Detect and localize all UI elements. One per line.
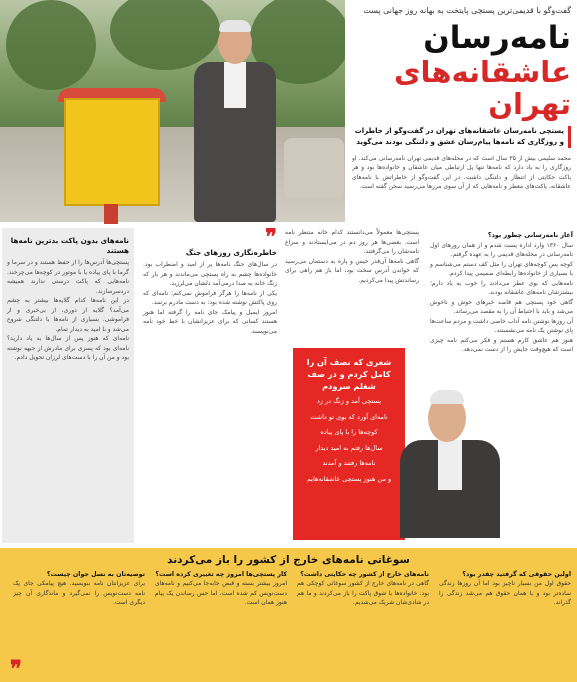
poem-line: سال‌ها رفتم به امید دیدار — [315, 443, 383, 452]
poem-line: پستچی آمد و زنگ در زد — [316, 397, 382, 405]
column-paragraph: یکی از نامه‌ها را هرگز فراموش نمی‌کنم؛ نامه‌ای که روی پاکتش نوشته شده بود: به دست مادرم برسد. — [143, 289, 277, 306]
headline-title: نامه‌رسان — [423, 19, 571, 56]
postman-portrait — [400, 388, 500, 538]
quote-mark-icon: ❞ — [265, 228, 277, 250]
headline-subtitle: عاشقانه‌های تهران — [393, 54, 571, 121]
column-paragraph: در سال‌های جنگ نامه‌ها پر از امید و اضطراب بود. خانواده‌ها چشم به راه پستچی می‌ماندند و هر بار که زنگ خانه به صدا درمی‌آمد دلشان می‌لرزید. — [143, 261, 277, 287]
column-heading: نامه‌های بدون پاکت بدترین نامه‌ها هستند — [10, 236, 129, 255]
poem-line: کوچه‌ها را با پای پیاده — [320, 428, 378, 436]
interview-question: کار پستچی‌ها امروز چه تغییری کرده است؟ — [155, 571, 287, 578]
lead-paragraph: پستچی نامه‌رسان عاشقانه‌های تهران در گفت‌وگو از خاطرات و روزگاری که نامه‌ها پیام‌رسان عشق و دلتنگی بودند می‌گوید — [352, 126, 571, 148]
column-paragraph: هنوز هم عاشق کارم هستم و فکر می‌کنم نامه چیزی است که هیچ‌وقت جایش را از دست نمی‌دهد. — [430, 336, 573, 353]
column-paragraph: نامه‌ای که هنوز پس از سال‌ها به یاد دارید؟ نامه‌ای بود که پسری برای مادرش از جبهه نوشته بود و من آن را با دست‌های لرزان تحویل دادم. — [7, 335, 129, 361]
kicker: گفت‌وگو با قدیمی‌ترین پستچی پایتخت به بهانه روز جهانی پست — [363, 6, 571, 15]
column-paragraph: پستچی‌ها معمولاً می‌دانستند کدام خانه منتظر نامه است. بعضی‌ها هر روز دم در می‌ایستادند و سراغ نامه‌شان را می‌گرفتند. — [285, 229, 419, 255]
poem-title: شعری که نصف آن را کامل کردم و در صف شغلم سرودم — [306, 357, 392, 391]
intro-paragraph: محمد سلیمی بیش از ۳۵ سال است که در محله‌های قدیمی تهران نامه‌رسانی می‌کند. او روزگاری را به یاد دارد که نامه‌ها تنها پل ارتباطی میان عاشقان و خانواده‌ها بود و هر پاکت حکایتی از انتظار و دلتنگی داشت. در این گفت‌وگو از خاطراتش با نامه‌های عاشقانه، پاکت‌های معطر و نامه‌هایی که از آن سوی مرزها می‌رسید سخن گفته است. — [352, 154, 571, 191]
headline-area — [346, 0, 577, 222]
poem-box — [293, 348, 405, 540]
mailbox-post — [104, 204, 118, 224]
column-paragraph: در این نامه‌ها کدام گلایه‌ها بیشتر به چشم می‌آمد؟ گلایه از دوری، از بی‌خبری و از فراموشی. بسیاری از نامه‌ها با دلتنگی شروع می‌شد و با امید به دیدار تمام. — [7, 297, 129, 333]
poem-line: نامه‌ها رفتند و آمدند — [322, 459, 376, 467]
interview-question: نامه‌های خارج از کشور چه حکایتی داشت؟ — [300, 571, 429, 578]
poem-line: نامه‌ای آورد که بوی تو داشت — [310, 412, 388, 421]
column-paragraph: نامه‌هایی که بوی عطر می‌دادند را خوب به یاد دارم؛ بیشترشان نامه‌های عاشقانه بودند. — [430, 279, 573, 296]
column-heading: خاطره‌نگاری روزهای جنگ — [185, 248, 277, 257]
column-paragraph: امروز بیشتر بسته و قبض جابه‌جا می‌کنیم و نامه‌های دست‌نویس کم شده است، اما حس رساندن یک پیام هنوز همان است. — [155, 580, 287, 606]
column-paragraph: حقوق اول من بسیار ناچیز بود اما آن روزها زندگی ساده‌تر بود و با همان حقوق هم می‌شد زندگی را گذراند. — [439, 580, 571, 606]
column-paragraph: گاهی در نامه‌های خارج از کشور سوغاتی کوچکی هم بود. خانواده‌ها با شوق پاکت را باز می‌کردند و ما هم در شادی‌شان شریک می‌شدیم. — [297, 580, 429, 606]
column-paragraph: سال ۱۳۶۰ وارد اداره پست شدم و از همان روزهای اول نامه‌رسانی در محله‌های قدیمی را به عهده گرفتم. — [430, 241, 574, 258]
planter — [284, 138, 344, 198]
column-paragraph: گاهی نامه‌ها آن‌قدر خیس و پاره به دستمان می‌رسید که خواندن آدرس سخت بود، اما باز هم راهی برای رساندنش پیدا می‌کردیم. — [285, 257, 419, 284]
column-paragraph: گاهی خود پستچی هم قاصد خبرهای خوش و ناخوش می‌شد و باید با احتیاط آن را به مقصد می‌رساند. — [430, 298, 573, 315]
column-paragraph: برای عزیزانتان نامه بنویسید. هیچ پیامکی جای یک نامه دست‌نویس را نمی‌گیرد و ماندگاری آن چیز دیگری است. — [13, 580, 145, 606]
article-column-left — [2, 228, 134, 543]
mailbox-icon — [64, 98, 160, 206]
bottom-band — [0, 548, 577, 682]
quote-mark-icon: ❞ — [10, 656, 22, 682]
bottom-title: سوغاتی نامه‌های خارج از کشور را باز می‌کردند — [167, 554, 410, 566]
bottom-column — [297, 570, 429, 676]
article-column-mid2 — [282, 228, 422, 343]
column-paragraph: پستچی‌ها آدرس‌ها را از حفظ هستند و در سرما و گرما با پای پیاده یا با موتور در کوچه‌ها می‌چرخند. نامه‌هایی که پاکت درستی ندارند همیشه دردسرسازند. — [7, 259, 129, 295]
interview-question: اولین حقوقی که گرفتید چقدر بود؟ — [462, 571, 571, 578]
interview-question: آغاز نامه‌رسانی چطور بود؟ — [487, 231, 573, 239]
column-paragraph: امروز ایمیل و پیامک جای نامه را گرفته اما هنوز هستند کسانی که برای عزیزانشان با خط خود نامه می‌نویسند. — [143, 308, 277, 335]
poem-line: و من هنوز پستچی عاشقانه‌هایم — [306, 474, 392, 483]
postman-figure — [186, 14, 284, 219]
column-paragraph: کوچه پس کوچه‌های تهران را مثل کف دستم می‌شناسم و با بسیاری از خانواده‌ها رابطه‌ای صمیمی پیدا کردم. — [430, 260, 573, 277]
bottom-column — [13, 570, 145, 676]
bottom-column — [155, 570, 287, 676]
bottom-column — [439, 570, 571, 676]
column-paragraph: آن روزها نوشتن نامه آداب خاصی داشت و مردم ساعت‌ها پای نوشتن یک نامه می‌نشستند. — [430, 317, 573, 334]
article-column-mid — [140, 228, 280, 548]
interview-question: توصیه‌تان به نسل جوان چیست؟ — [46, 571, 145, 578]
